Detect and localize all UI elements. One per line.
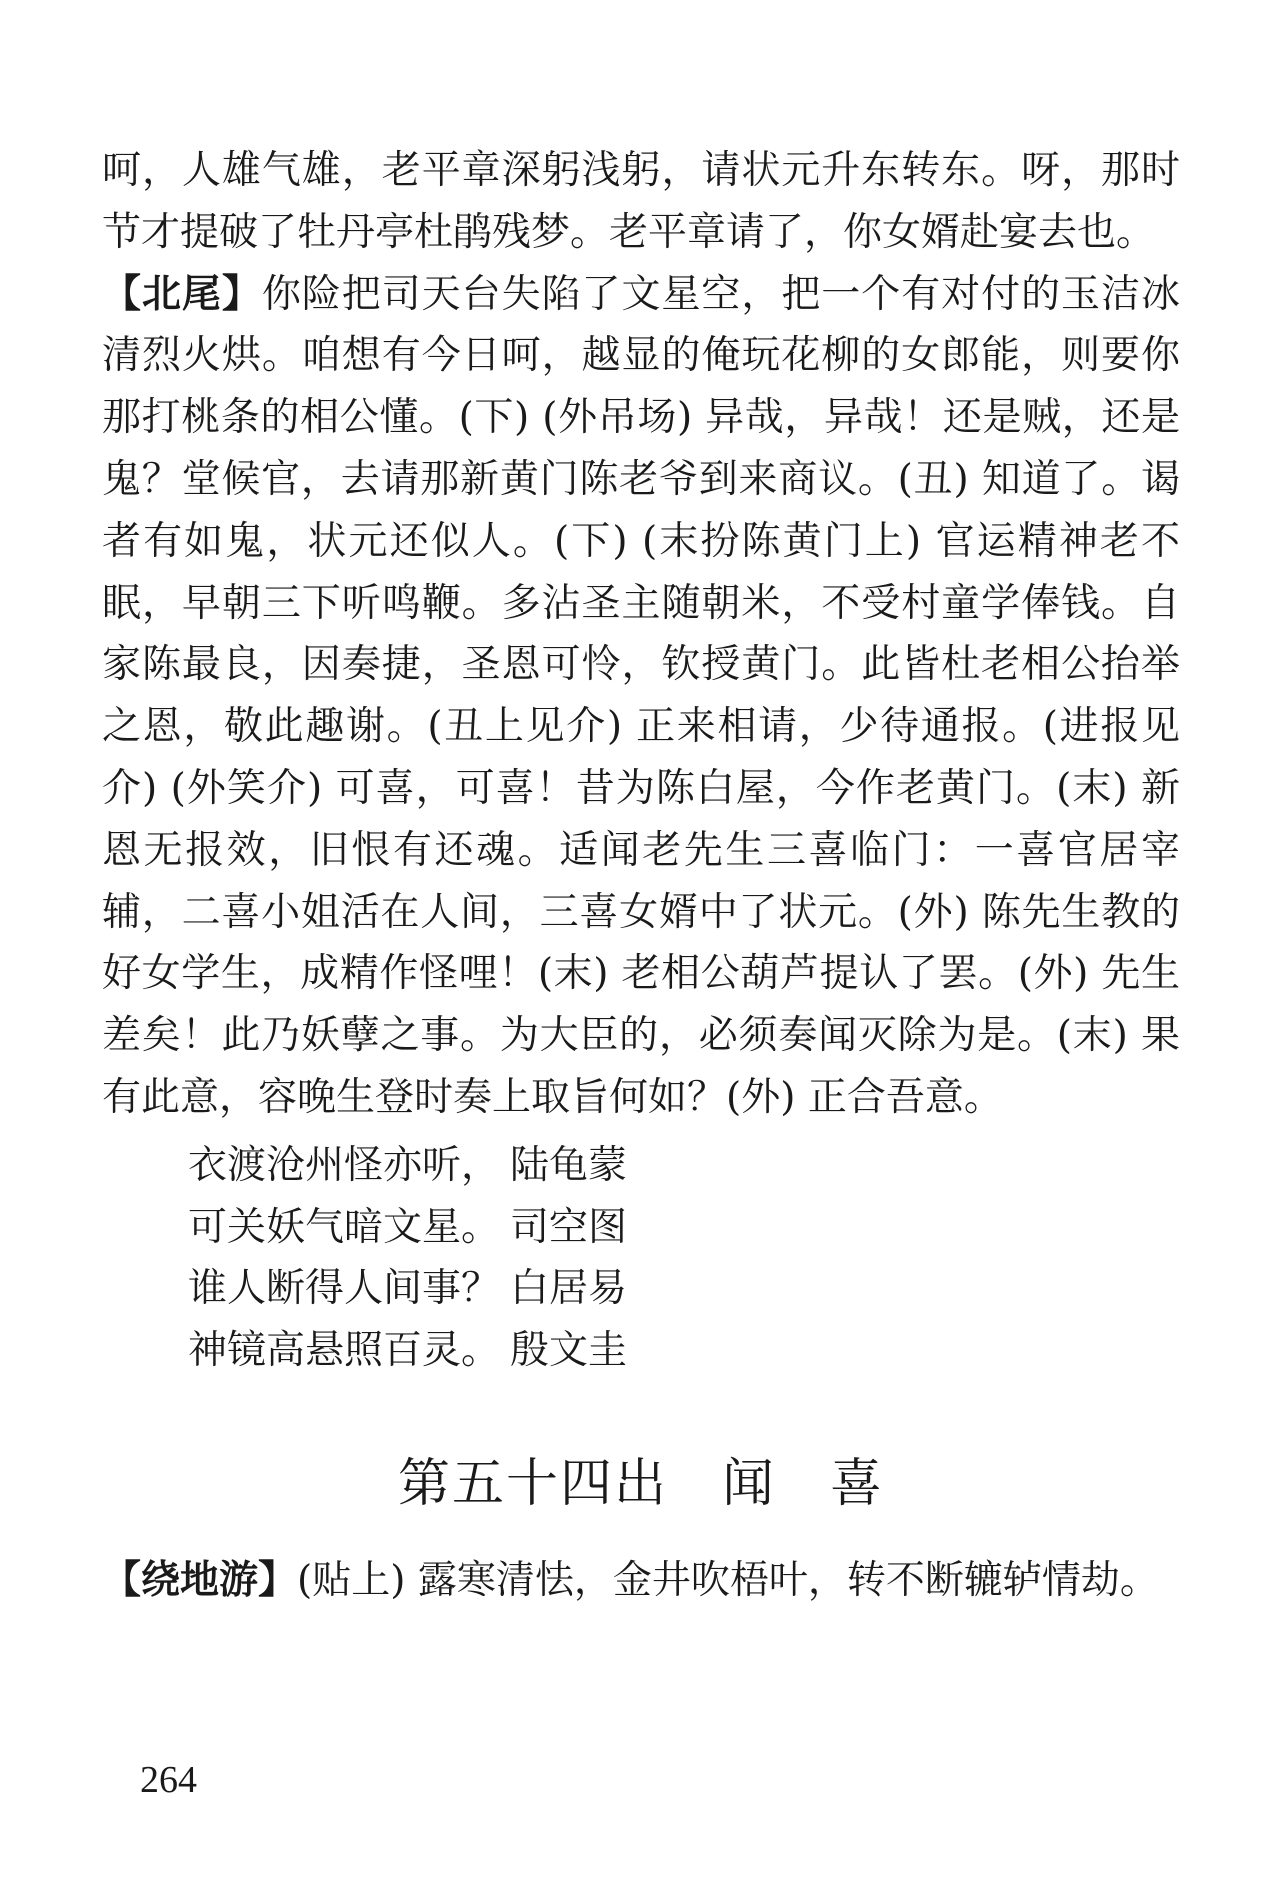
paragraph-2 — [102, 264, 1180, 1129]
poem-verse: 可关妖气暗文星。 — [188, 1204, 501, 1250]
paragraph-text: 你险把司天台失陷了文星空，把一个有对付的玉洁冰清烈火烘。咱想有今日呵，越显的俺玩花柳的女郎能，则要你那打桃条的相公懂。(下) (外吊场) 异哉，异哉！还是贼，还是鬼？堂候官，去请那新黄门陈老爷到来商议。(丑) 知道了。谒者有如鬼，状元还似人。(下) (末扮陈黄门上) 官运精神老不眠，早朝三下听鸣鞭。多沾圣主随朝米，不受村童学俸钱。自家陈最良，因奏捷，圣恩可怜，钦授黄门。此皆杜老相公抬举之恩，敬此趣谢。(丑上见介) 正来相请，少待通报。(进报见介) (外笑介) 可喜，可喜！昔为陈白屋，今作老黄门。(末) 新恩无报效，旧恨有还魂。适闻老先生三喜临门：一喜官居宰辅，二喜小姐活在人间，三喜女婿中了状元。(外) 陈先生教的好女学生，成精作怪哩！(末) 老相公葫芦提认了罢。(外) 先生差矣！此乃妖孽之事。为大臣的，必须奏闻灭除为是。(末) 果有此意，容晚生登时奏上取旨何如？(外) 正合吾意。 — [102, 271, 1180, 1120]
paragraph-3 — [102, 1550, 1180, 1612]
poem-author: 白居易 — [510, 1266, 628, 1312]
poem-verse: 谁人断得人间事？ — [188, 1266, 501, 1312]
poem-verse: 神镜高悬照百灵。 — [188, 1328, 501, 1374]
poem-author: 陆龟蒙 — [510, 1142, 628, 1188]
poem-author: 司空图 — [510, 1204, 628, 1250]
tune-name-raodiyou: 【绕地游】 — [102, 1557, 298, 1603]
page-number: 264 — [140, 1759, 197, 1801]
poem-line — [188, 1135, 1180, 1197]
paragraph-1 — [102, 140, 1180, 264]
paragraph-text: (贴上) 露寒清怯，金井吹梧叶，转不断辘轳情劫。 — [297, 1557, 1159, 1603]
tune-name-beiwei: 【北尾】 — [102, 271, 262, 317]
closing-poem — [188, 1135, 1180, 1382]
poem-line — [188, 1197, 1180, 1259]
page-body — [102, 140, 1180, 1612]
poem-line — [188, 1258, 1180, 1320]
poem-verse: 衣渡沧州怪亦听， — [188, 1142, 501, 1188]
section-title: 第五十四出 闻 喜 — [397, 1453, 884, 1514]
poem-line — [188, 1320, 1180, 1382]
poem-author: 殷文圭 — [510, 1328, 628, 1374]
paragraph-text: 呵，人雄气雄，老平章深躬浅躬，请状元升东转东。呀，那时节才提破了牡丹亭杜鹃残梦。老平章请了，你女婿赴宴去也。 — [102, 148, 1180, 255]
